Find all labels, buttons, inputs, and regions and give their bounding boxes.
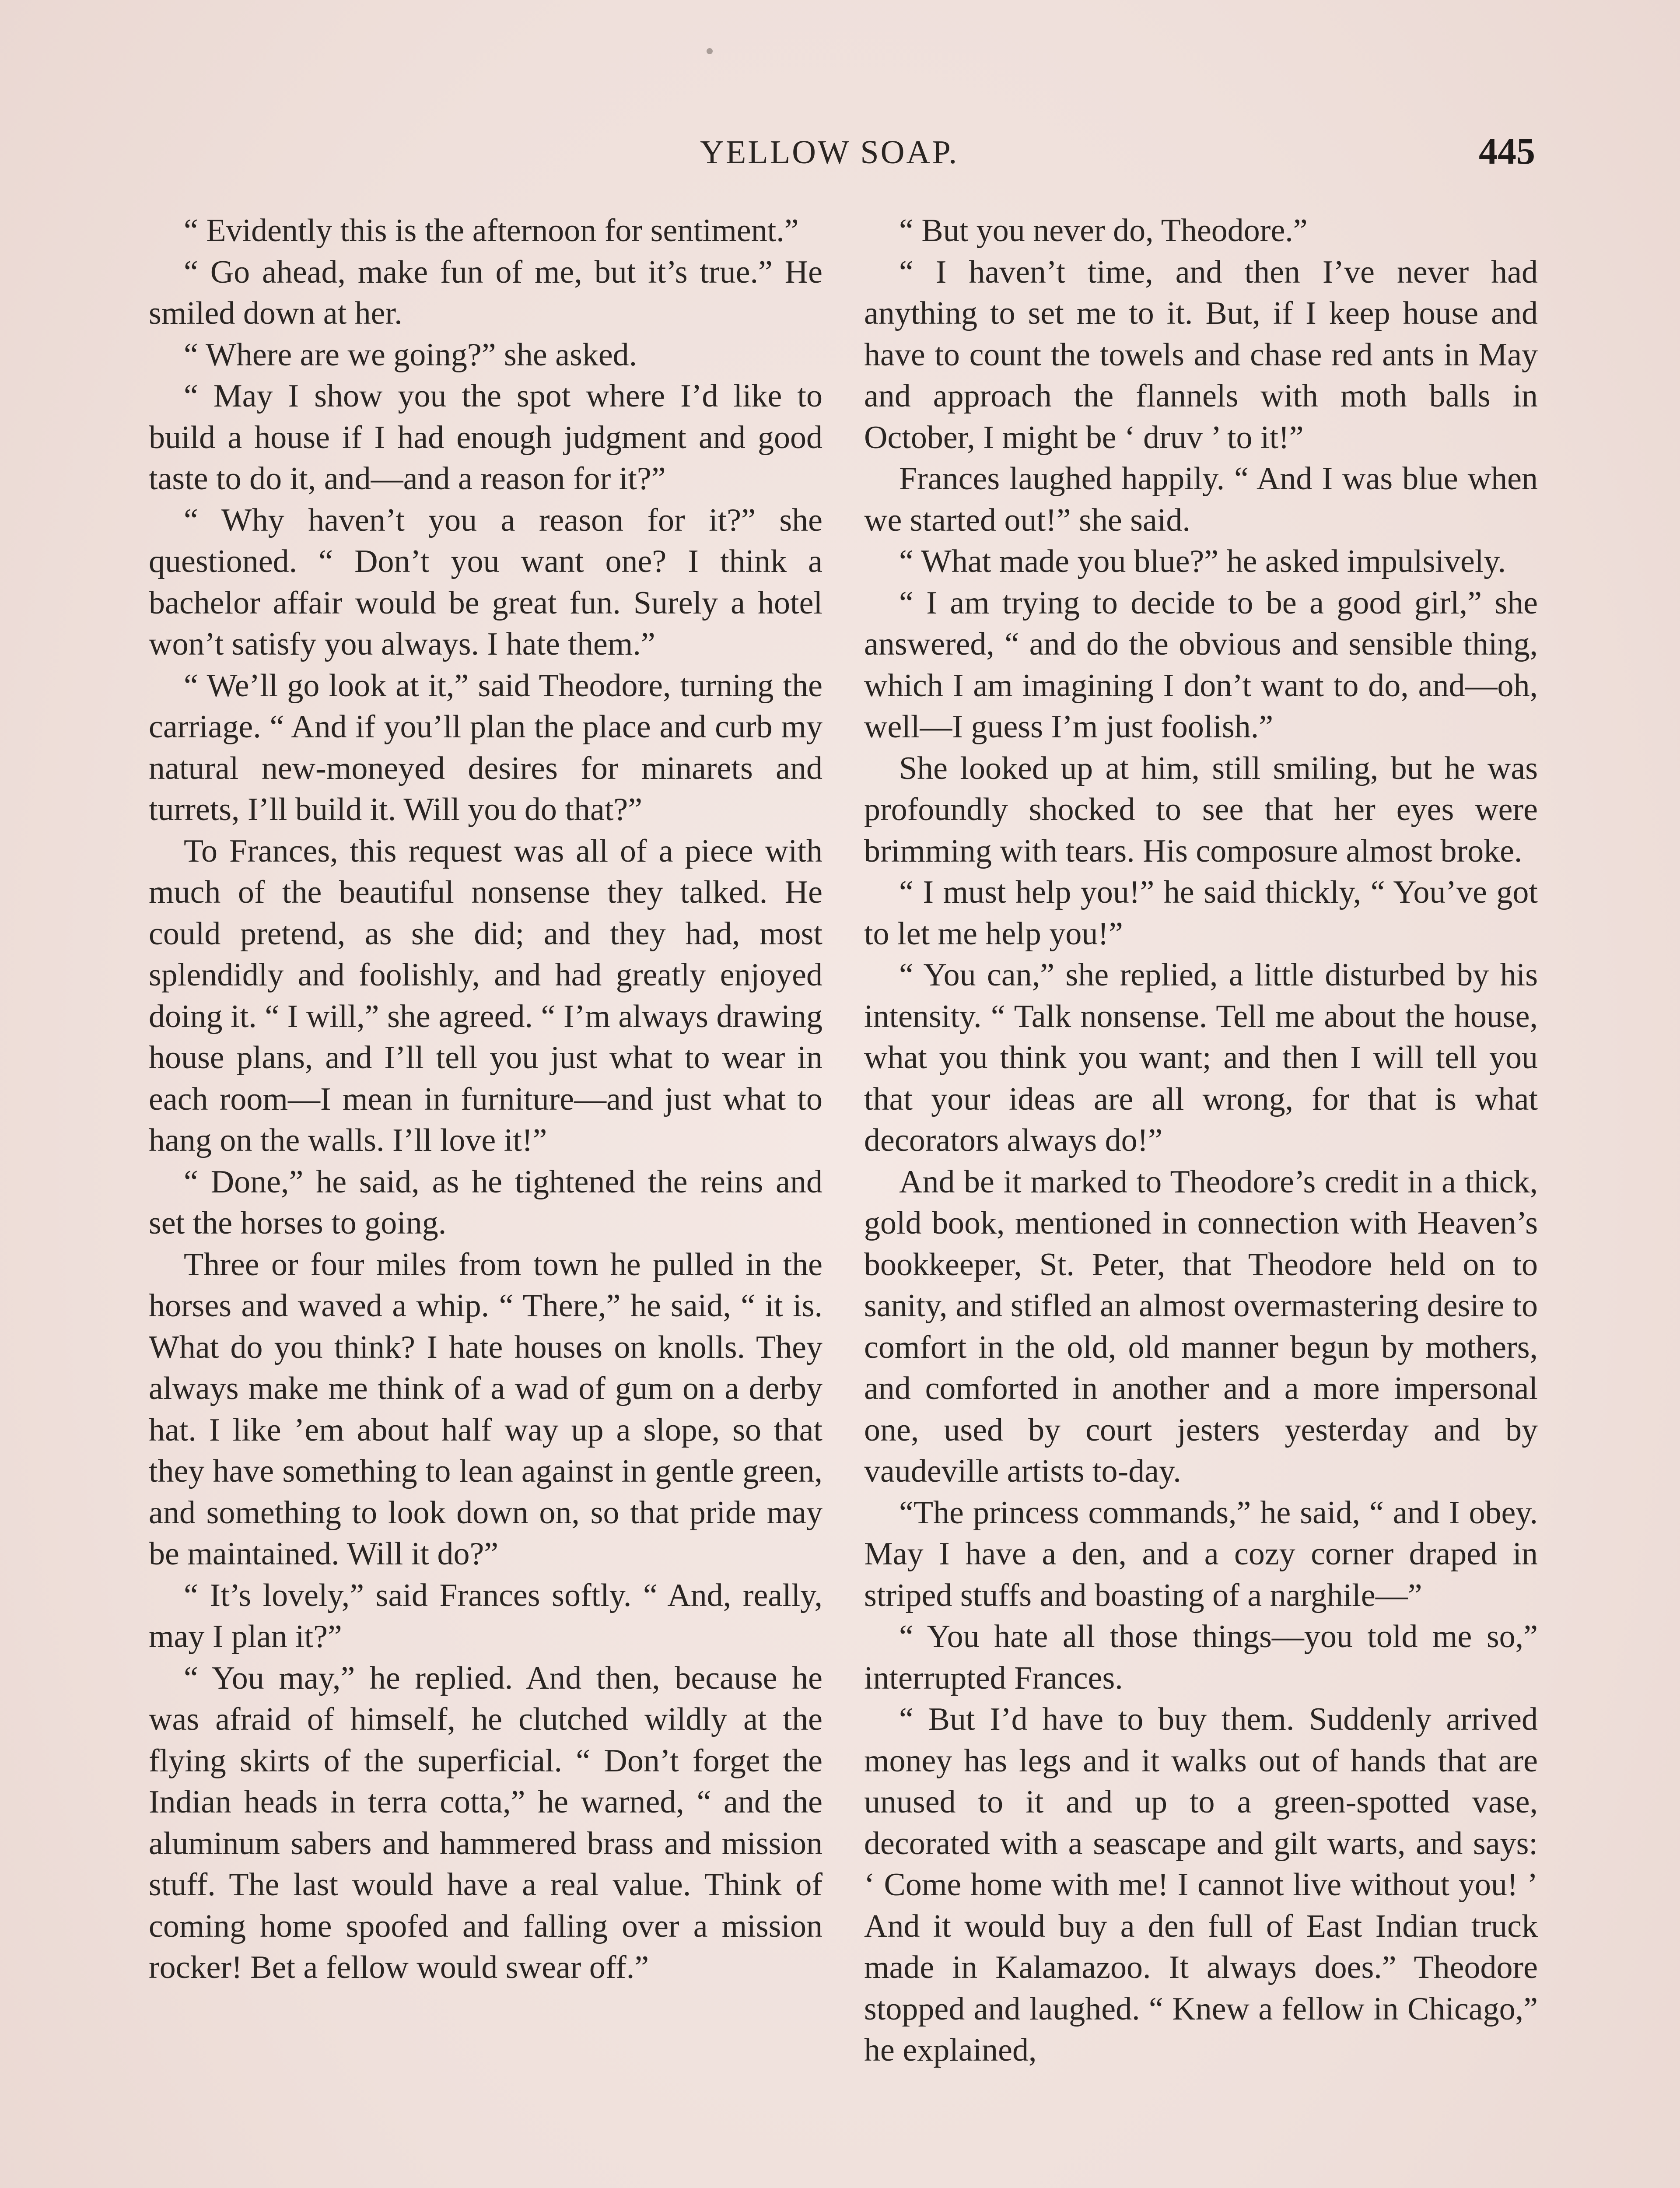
paragraph: Frances laughed happily. “ And I was blue when we started out!” she said. [864,461,1538,538]
left-column [149,210,822,1988]
paragraph: And be it marked to Theodore’s credit in a thick, gold book, mentioned in connection with Heaven’s bookkeeper, St. Peter, that Theodore held on to sanity, and stifled an almost overmastering desire to comfort in the old, old manner begun by mothers, and comforted in another and a more impersonal one, used by court jesters yesterday and by vaudeville artists to-day. [864,1164,1538,1489]
right-column [864,210,1538,2071]
paragraph: “ I must help you!” he said thickly, “ You’ve got to let me help you!” [864,874,1538,952]
paragraph: “ You hate all those things––you told me so,” interrupted Frances. [864,1619,1538,1696]
paragraph: “ I haven’t time, and then I’ve never had anything to set me to it. But, if I keep house and have to count the towels and chase red ants in May and approach the flannels with moth balls in October, I might be ‘ druv ’ to it!” [864,254,1538,456]
paragraph: “ I am trying to decide to be a good girl,” she answered, “ and do the obvious and sensible thing, which I am imagining I don’t want to do, and—oh, well—I guess I’m just foolish.” [864,585,1538,745]
paragraph: “ But I’d have to buy them. Suddenly arrived money has legs and it walks out of hands that are unused to it and up to a green-spotted vase, decorated with a seascape and gilt warts, and says: ‘ Come home with me! I cannot live without you! ’ And it would buy a den full of East Indian truck made in Kalamazoo. It always does.” Theodore stopped and laughed. “ Knew a fellow in Chicago,” he explained, [864,1701,1538,2068]
paragraph: “ Go ahead, make fun of me, but it’s true.” He smiled down at her. [149,254,822,331]
paragraph: “ You may,” he replied. And then, because he was afraid of himself, he clutched wildly at the flying skirts of the superficial. “ Don’t forget the Indian heads in terra cotta,” he warned, “ and the aluminum sabers and hammered brass and mission stuff. The last would have a real value. Think of coming home spoofed and falling over a mission rocker! Bet a fellow would swear off.” [149,1660,822,1985]
paragraph: “ Done,” he said, as he tightened the reins and set the horses to going. [149,1164,822,1241]
paragraph: “ What made you blue?” he asked impulsively. [899,543,1506,579]
paragraph: “ May I show you the spot where I’d like to build a house if I had enough judgment and good taste to do it, and—and a reason for it?” [149,378,822,497]
paragraph: “ But you never do, Theodore.” [899,213,1308,249]
paragraph: “ Where are we going?” she asked. [184,337,637,373]
running-head: YELLOW SOAP. [700,134,959,171]
paragraph: “ Why haven’t you a reason for it?” she questioned. “ Don’t you want one? I think a bachelor affair would be great fun. Surely a hotel won’t satisfy you always. I hate them.” [149,502,822,662]
ink-speck [707,48,713,54]
page-header [0,129,1680,182]
paragraph: Three or four miles from town he pulled in the horses and waved a whip. “ There,” he said, “ it is. What do you think? I hate houses on knolls. They always make me think of a wad of gum on a derby hat. I like ’em about half way up a slope, so that they have something to lean against in gentle green, and something to look down on, so that pride may be maintained. Will it do?” [149,1246,822,1572]
paragraph: “The princess commands,” he said, “ and I obey. May I have a den, and a cozy corner draped in striped stuffs and boasting of a narghile—” [864,1494,1538,1613]
paragraph: “ You can,” she replied, a little disturbed by his intensity. “ Talk nonsense. Tell me about the house, what you think you want; and then I will tell you that your ideas are all wrong, for that is what decorators always do!” [864,957,1538,1158]
paragraph: To Frances, this request was all of a piece with much of the beautiful nonsense they talked. He could pretend, as she did; and they had, most splendidly and foolishly, and had greatly enjoyed doing it. “ I will,” she agreed. “ I’m always drawing house plans, and I’ll tell you just what to wear in each room—I mean in furniture—and just what to hang on the walls. I’ll love it!” [149,833,822,1158]
paragraph: “ It’s lovely,” said Frances softly. “ And, really, may I plan it?” [149,1577,822,1655]
paragraph: “ We’ll go look at it,” said Theodore, turning the carriage. “ And if you’ll plan the place and curb my natural new-moneyed desires for minarets and turrets, I’ll build it. Will you do that?” [149,667,822,828]
paragraph: “ Evidently this is the afternoon for sentiment.” [184,213,799,249]
page-number: 445 [1479,130,1535,172]
paragraph: She looked up at him, still smiling, but he was profoundly shocked to see that her eyes were brimming with tears. His composure almost broke. [864,750,1538,869]
